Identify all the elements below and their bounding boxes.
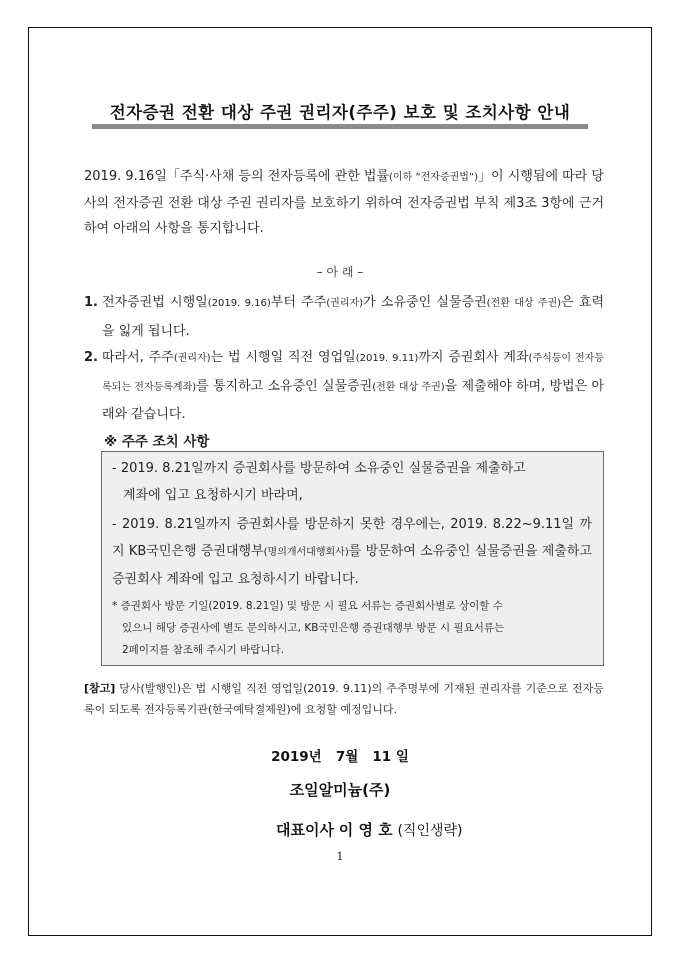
item-text: 따라서, 주주(권리자)는 법 시행일 직전 영업일(2019. 9.11)까지 증권회사 계좌(주식등이 전자등록되는 전자등록계좌)를 통지하고 소유중인 실물증권(전환 대상 주권)을 제출해야 하며, 방법은 아래와 같습니다.	[102, 350, 605, 422]
ceo-name: 이 영 호	[338, 821, 393, 839]
list-item-1	[84, 289, 604, 345]
reference-text: 당사(발행인)은 법 시행일 직전 영업일(2019. 9.11)의 주주명부에 기재된 권리자를 기준으로 전자등록이 되도록 전자등록기관(한국예탁결제원)에 요청할 예정입니다.	[84, 682, 604, 716]
ceo-title: 대표이사	[276, 821, 334, 839]
date-day: 11 일	[372, 749, 409, 765]
item-number: 2.	[84, 350, 98, 365]
ceo-signature	[276, 819, 462, 840]
date-year: 2019년	[271, 749, 322, 765]
company-name: 조일알미늄(주)	[289, 781, 391, 799]
item-text: 전자증권법 시행일(2019. 9.16)부터 주주(권리자)가 소유중인 실물증권(전환 대상 주권)은 효력을 잃게 됩니다.	[102, 295, 605, 339]
action-note: * 증권회사 방문 기일(2019. 8.21일) 및 방문 시 필요 서류는 증권회사별로 상이할 수 있으니 해당 증권사에 별도 문의하시고, KB국민은행 증권대행부 방문 시 필요서류는 2페이지를 참조해 주시기 바랍니다.	[112, 600, 505, 656]
document-title: 전자증권 전환 대상 주권 권리자(주주) 보호 및 조치사항 안내	[109, 103, 571, 122]
action-box-title: ※ 주주 조치 사항	[104, 434, 210, 450]
title-underline	[92, 124, 588, 129]
intro-text-abbrev: (이하 “전자증권법”)	[389, 172, 479, 183]
date-month: 7월	[335, 749, 359, 765]
intro-paragraph	[84, 164, 604, 242]
intro-text-1: 2019. 9.16일「주식·사채 등의 전자등록에 관한 법률	[84, 169, 390, 184]
page-number: 1	[336, 850, 344, 863]
section-separator: – 아 래 –	[316, 265, 364, 279]
reference-label: [참고]	[84, 682, 116, 695]
notice-date	[0, 745, 680, 765]
reference-note	[84, 678, 604, 720]
intro-text-2: 」이 시행됨에 따라 당사의 전자증권 전환 대상 주권 권리자를 보호하기 위하여 전자증권법 부칙 제3조 3항에 근거하여 아래의 사항을 통지합니다.	[84, 169, 604, 236]
seal-note: (직인생략)	[397, 823, 463, 839]
action-box	[101, 451, 604, 666]
action-line-2: - 2019. 8.21일까지 증권회사를 방문하지 못한 경우에는, 2019. 8.22~9.11일 까지 KB국민은행 증권대행부(명의개서대행회사)를 방문하여 소유중인 실물증권을 제출하고 증권회사 계좌에 입고 요청하시기 바랍니다.	[112, 517, 592, 587]
action-line-1: - 2019. 8.21일까지 증권회사를 방문하여 소유중인 실물증권을 제출하고 계좌에 입고 요청하시기 바라며,	[112, 461, 526, 503]
item-number: 1.	[84, 295, 98, 310]
list-item-2	[84, 344, 604, 429]
